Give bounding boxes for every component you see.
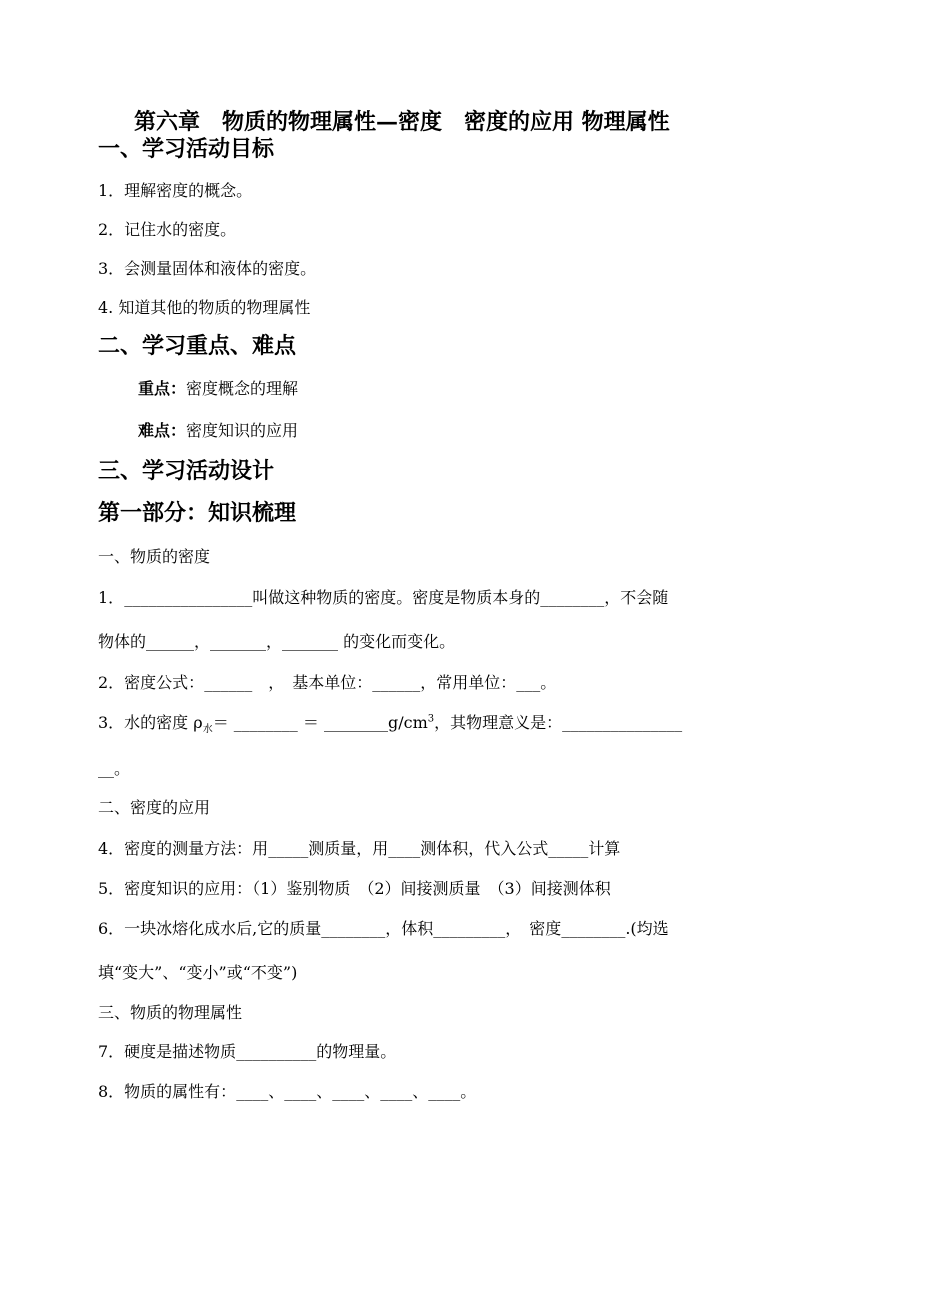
question-7 xyxy=(98,1041,396,1063)
q1-blank-1[interactable]: ________________ xyxy=(124,588,253,607)
q3-end: 。 xyxy=(114,759,131,778)
q4-text-4: 计算 xyxy=(588,839,621,858)
subsection1-heading: 一、物质的密度 xyxy=(98,547,211,566)
q6-text-4: .(均选 xyxy=(625,919,669,938)
section1-heading: 一、学习活动目标 xyxy=(98,136,275,162)
q8-blank[interactable]: ____ xyxy=(380,1082,413,1101)
q8-separator: 、 xyxy=(316,1082,333,1101)
q8-blank[interactable]: ____ xyxy=(332,1082,365,1101)
goal-item: 1．理解密度的概念。 xyxy=(98,181,253,200)
q8-blank[interactable]: ____ xyxy=(236,1082,269,1101)
question-8 xyxy=(98,1081,476,1103)
q2-text-1: 2．密度公式： xyxy=(98,673,205,692)
q3-blank-continued[interactable]: __ xyxy=(98,759,114,778)
q6-text-3: ， 密度 xyxy=(505,919,562,938)
q6-text-1: 6．一块冰熔化成水后,它的质量 xyxy=(98,919,322,938)
q1-text-3: 物体的 xyxy=(98,632,147,651)
q8-blank[interactable]: ____ xyxy=(428,1082,461,1101)
q2-text-2: ， 基本单位： xyxy=(252,673,373,692)
q2-blank-1[interactable]: ______ xyxy=(204,673,253,692)
goal-item: 2．记住水的密度。 xyxy=(98,220,237,239)
q1-text-4: 的变化而变化。 xyxy=(338,632,456,651)
key-point-label: 重点： xyxy=(138,379,187,398)
q3-text-3: ＝ xyxy=(297,713,324,732)
q1-separator: ， xyxy=(194,632,211,651)
q4-text-3: 测体积，代入公式 xyxy=(420,839,549,858)
q1-blank-2[interactable]: ________ xyxy=(540,588,605,607)
document-title: 第六章 物质的物理属性—密度 密度的应用 物理属性 xyxy=(134,109,670,135)
q6-blank-1[interactable]: ________ xyxy=(321,919,386,938)
q2-blank-3[interactable]: ___ xyxy=(516,673,541,692)
q7-text-2: 的物理量。 xyxy=(316,1042,397,1061)
q6-text-2: ，体积 xyxy=(385,919,434,938)
q2-text-4: 。 xyxy=(540,673,557,692)
q2-text-3: ，常用单位： xyxy=(420,673,517,692)
q4-blank-1[interactable]: _____ xyxy=(268,839,309,858)
q3-subscript: 水 xyxy=(202,724,213,736)
section3-heading: 三、学习活动设计 xyxy=(98,458,275,484)
part1-heading: 第一部分：知识梳理 xyxy=(98,500,297,526)
question-6-line1 xyxy=(98,918,669,940)
question-6-line2: 填“变大”、“变小”或“不变”) xyxy=(98,963,298,982)
difficulty-text: 密度知识的应用 xyxy=(186,421,299,440)
q3-blank-2[interactable]: ________ xyxy=(323,713,388,732)
q6-blank-2[interactable]: _________ xyxy=(433,919,506,938)
subsection3-heading: 三、物质的物理属性 xyxy=(98,1003,243,1022)
q3-blank-3[interactable]: _______________ xyxy=(562,713,683,732)
q7-blank-1[interactable]: __________ xyxy=(236,1042,317,1061)
difficulty-label: 难点： xyxy=(138,421,187,440)
q8-end: 。 xyxy=(460,1082,477,1101)
question-1-line2 xyxy=(98,631,455,653)
q6-blank-3[interactable]: ________ xyxy=(561,919,626,938)
key-point-line xyxy=(138,378,298,400)
q3-text-4: ，其物理意义是： xyxy=(434,713,563,732)
q1-blank-4[interactable]: _______ xyxy=(210,632,267,651)
q3-blank-1[interactable]: ________ xyxy=(233,713,298,732)
q8-text-1: 8．物质的属性有： xyxy=(98,1082,237,1101)
q2-blank-2[interactable]: ______ xyxy=(372,673,421,692)
q1-separator: ， xyxy=(266,632,283,651)
q3-superscript: 3 xyxy=(427,713,435,725)
q4-blank-2[interactable]: ____ xyxy=(388,839,421,858)
q3-text-2: ＝ xyxy=(212,713,234,732)
q1-text-1: 叫做这种物质的密度。密度是物质本身的 xyxy=(252,588,541,607)
goal-item: 3．会测量固体和液体的密度。 xyxy=(98,259,317,278)
q1-blank-3[interactable]: ______ xyxy=(146,632,195,651)
q7-text-1: 7．硬度是描述物质 xyxy=(98,1042,237,1061)
key-point-text: 密度概念的理解 xyxy=(186,379,299,398)
q1-text-2: ，不会随 xyxy=(604,588,669,607)
q8-blank[interactable]: ____ xyxy=(284,1082,317,1101)
q4-text-2: 测质量，用 xyxy=(308,839,389,858)
difficulty-line xyxy=(138,420,298,442)
goal-item: 4. 知道其他的物质的物理属性 xyxy=(98,298,311,317)
q8-separator: 、 xyxy=(364,1082,381,1101)
question-3-line2 xyxy=(98,758,130,780)
q8-separator: 、 xyxy=(268,1082,285,1101)
q4-text-1: 4．密度的测量方法：用 xyxy=(98,839,269,858)
section2-heading: 二、学习重点、难点 xyxy=(98,333,297,359)
question-5: 5．密度知识的应用：（1）鉴别物质 （2）间接测质量 （3）间接测体积 xyxy=(98,879,611,898)
q8-separator: 、 xyxy=(412,1082,429,1101)
q3-text-1: 3．水的密度 ρ xyxy=(98,713,203,732)
question-3-line1 xyxy=(98,712,682,734)
question-1-line1 xyxy=(98,587,668,609)
q3-unit: g/cm xyxy=(387,713,428,732)
q1-number: 1． xyxy=(98,588,125,607)
subsection2-heading: 二、密度的应用 xyxy=(98,798,211,817)
question-2 xyxy=(98,672,556,694)
q4-blank-3[interactable]: _____ xyxy=(548,839,589,858)
q1-blank-5[interactable]: _______ xyxy=(282,632,339,651)
question-4 xyxy=(98,838,620,860)
